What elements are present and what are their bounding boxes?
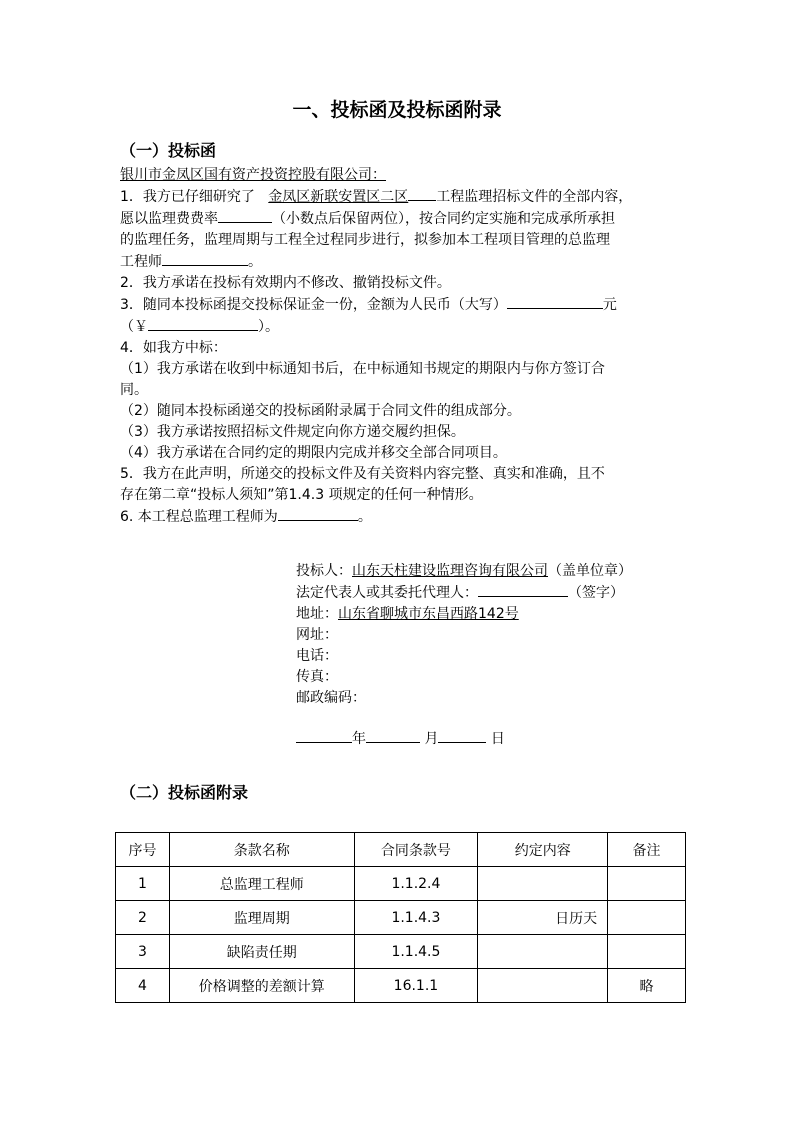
item6: 6. 本工程总监理工程师为 。 [120, 506, 632, 528]
website-line: 网址： [296, 627, 338, 643]
postcode-line: 邮政编码： [296, 690, 366, 706]
item2: 2．我方承诺在投标有效期内不修改、撤销投标文件。 [120, 275, 451, 291]
cell-clause-name: 缺陷责任期 [169, 935, 354, 969]
signature-block [296, 561, 632, 709]
bidder-line: 投标人：山东天柱建设监理咨询有限公司（盖单位章） [296, 563, 632, 579]
item3-line1: 3．随同本投标函提交投标保证金一份，金额为人民币（大写） 元 [120, 294, 632, 316]
item3-line2: （￥ ）。 [120, 316, 632, 338]
cell-no: 1 [116, 867, 170, 901]
signature-blank[interactable] [478, 582, 568, 597]
cell-content[interactable]: 日历天 [478, 901, 608, 935]
table-row [116, 867, 686, 901]
item5a: 5．我方在此声明，所递交的投标文件及有关资料内容完整、真实和准确，且不 [120, 466, 605, 482]
cell-remark[interactable] [608, 901, 686, 935]
item1-line2: 愿以监理费费率 （小数点后保留两位），按合同约定实施和完成承所承担 [120, 208, 632, 230]
section2-heading: （二）投标函附录 [120, 783, 249, 802]
item1-line1: 1．我方已仔细研究了 金凤区新联安置区二区 工程监理招标文件的全部内容， [120, 186, 632, 208]
cell-clause-name: 监理周期 [169, 901, 354, 935]
col-header-no: 序号 [116, 833, 170, 867]
chief-engineer-blank[interactable] [162, 251, 248, 266]
cell-clause-name: 价格调整的差额计算 [169, 969, 354, 1003]
cell-remark[interactable]: 略 [608, 969, 686, 1003]
col-header-remark: 备注 [608, 833, 686, 867]
bid-letter-body [120, 165, 632, 528]
item4-3: （3）我方承诺按照招标文件规定向你方递交履约担保。 [120, 424, 465, 440]
section1-heading: （一）投标函 [120, 141, 217, 160]
col-header-clause-name: 条款名称 [169, 833, 354, 867]
item5b: 存在第二章“投标人须知”第1.4.3 项规定的任何一种情形。 [120, 487, 483, 503]
bidder-name: 山东天柱建设监理咨询有限公司 [352, 563, 548, 579]
cell-clause-name: 总监理工程师 [169, 867, 354, 901]
item4-2: （2）随同本投标函递交的投标函附录属于合同文件的组成部分。 [120, 403, 521, 419]
cell-no: 4 [116, 969, 170, 1003]
col-header-clause-no: 合同条款号 [354, 833, 478, 867]
appendix-table [115, 832, 686, 1003]
cell-no: 3 [116, 935, 170, 969]
cell-clause-no: 1.1.4.5 [354, 935, 478, 969]
representative-line: 法定代表人或其委托代理人： （签字） [296, 582, 632, 604]
col-header-content: 约定内容 [478, 833, 608, 867]
cell-content[interactable] [478, 969, 608, 1003]
cell-clause-no: 16.1.1 [354, 969, 478, 1003]
table-row [116, 935, 686, 969]
date-line: 年 月 日 [296, 728, 505, 750]
amount-words-blank[interactable] [507, 294, 603, 309]
table-header-row [116, 833, 686, 867]
blank-field[interactable] [408, 186, 436, 201]
table-row [116, 901, 686, 935]
cell-clause-no: 1.1.4.3 [354, 901, 478, 935]
chief-engineer-name-blank[interactable] [278, 506, 358, 521]
project-name: 金凤区新联安置区二区 [268, 189, 409, 205]
cell-no: 2 [116, 901, 170, 935]
cell-remark[interactable] [608, 867, 686, 901]
item1-line4: 工程师 。 [120, 251, 632, 273]
fax-line: 传真： [296, 669, 338, 685]
item4-1b: 同。 [120, 382, 148, 398]
day-blank[interactable] [438, 728, 486, 743]
cell-content[interactable] [478, 867, 608, 901]
item4: 4．如我方中标： [120, 340, 227, 356]
cell-clause-no: 1.1.2.4 [354, 867, 478, 901]
month-blank[interactable] [366, 728, 420, 743]
fee-rate-blank[interactable] [218, 208, 272, 223]
cell-remark[interactable] [608, 935, 686, 969]
addressee: 银川市金凤区国有资产投资控股有限公司： [120, 167, 386, 183]
address-line: 地址：山东省聊城市东昌西路142号 [296, 606, 519, 622]
phone-line: 电话： [296, 648, 338, 664]
cell-content[interactable] [478, 935, 608, 969]
item4-1a: （1）我方承诺在收到中标通知书后，在中标通知书规定的期限内与你方签订合 [120, 361, 605, 377]
year-blank[interactable] [296, 728, 352, 743]
item1-line3: 的监理任务，监理周期与工程全过程同步进行，拟参加本工程项目管理的总监理 [120, 232, 610, 248]
page-title: 一、投标函及投标函附录 [292, 99, 502, 121]
amount-figure-blank[interactable] [148, 316, 258, 331]
item4-4: （4）我方承诺在合同约定的期限内完成并移交全部合同项目。 [120, 445, 507, 461]
table-row [116, 969, 686, 1003]
